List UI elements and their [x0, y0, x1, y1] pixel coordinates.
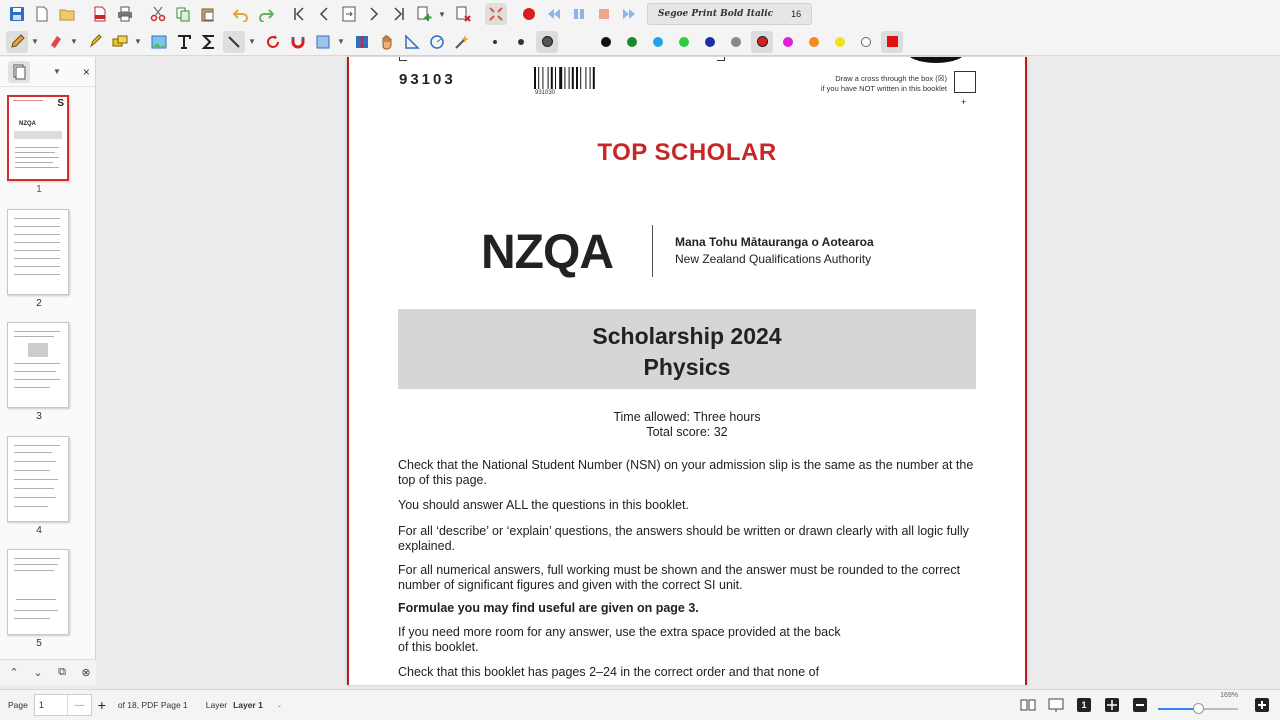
first-page-icon[interactable] [288, 3, 310, 25]
presentation-icon[interactable] [1046, 695, 1066, 715]
page-number-1: 1 [36, 184, 42, 195]
panel-dropdown-icon[interactable]: ▼ [53, 67, 61, 76]
magic-wand-icon[interactable] [451, 31, 473, 53]
add-page-dropdown-icon[interactable]: ▼ [438, 9, 446, 19]
redo-icon[interactable] [255, 3, 277, 25]
line-tool-icon[interactable] [223, 31, 245, 53]
fit-page-icon[interactable] [485, 3, 507, 25]
standard-code: 93103 [399, 71, 456, 88]
zoom-level: 169% [1220, 692, 1238, 699]
font-size: 16 [791, 9, 802, 19]
magnet-icon[interactable] [287, 31, 309, 53]
page-number-input[interactable] [34, 694, 92, 716]
page-number-4: 4 [36, 525, 42, 536]
cross-note-line1: Draw a cross through the box (☒) [835, 74, 947, 83]
pause-icon[interactable] [568, 3, 590, 25]
image-icon[interactable] [148, 31, 170, 53]
two-page-view-icon[interactable] [1018, 695, 1038, 715]
page-thumbnail-panel [0, 57, 96, 685]
cross-box [954, 71, 976, 93]
page-count: of 18, PDF Page 1 [117, 700, 188, 710]
page-thumbnail-1[interactable] [7, 95, 69, 181]
pen-dropdown-icon[interactable]: ▼ [31, 37, 39, 46]
color-orange-icon[interactable] [803, 31, 825, 53]
font-selector[interactable] [647, 3, 812, 25]
eraser-icon[interactable] [45, 31, 67, 53]
maori-org-name: Mana Tohu Mātauranga o Aotearoa [675, 235, 874, 249]
zoom-out-icon[interactable] [1130, 695, 1150, 715]
shapes-dropdown-icon[interactable]: ▼ [134, 37, 142, 46]
instruction-numerical: For all numerical answers, full working must be shown and the answer must be rounded to the correct number of significant figures and given with the correct SI unit. [398, 563, 961, 592]
fill-icon[interactable] [562, 31, 584, 53]
copy-icon[interactable] [172, 3, 194, 25]
add-page-icon[interactable] [413, 3, 435, 25]
page-thumbnail-4[interactable] [7, 436, 69, 522]
panel-header [0, 57, 95, 87]
color-light-green-icon[interactable] [673, 31, 695, 53]
time-block [349, 410, 1025, 440]
move-up-icon[interactable]: ⌃ [9, 667, 19, 679]
color-light-blue-icon[interactable] [647, 31, 669, 53]
text-icon[interactable] [173, 31, 195, 53]
logo-divider [652, 225, 653, 277]
layer-dropdown-icon[interactable]: ⌄ [276, 702, 282, 709]
eraser-dropdown-icon[interactable]: ▼ [70, 37, 78, 46]
record-icon[interactable] [518, 3, 540, 25]
rewind-icon[interactable] [543, 3, 565, 25]
highlighter-icon[interactable] [84, 31, 106, 53]
layer-select[interactable]: Layer 1 [233, 700, 263, 710]
save-icon[interactable] [6, 3, 28, 25]
zoom-fit-icon[interactable] [1102, 695, 1122, 715]
shapes-icon[interactable] [109, 31, 131, 53]
select-rect-icon[interactable] [312, 31, 334, 53]
total-score: Total score: 32 [646, 425, 728, 439]
color-green-icon[interactable] [621, 31, 643, 53]
pages-panel-icon[interactable] [8, 61, 30, 83]
color-yellow-icon[interactable] [829, 31, 851, 53]
zoom-100-label: 1 [1077, 698, 1091, 712]
instruction-check-pages: Check that this booklet has pages 2–24 in the correct order and that none of [398, 665, 820, 679]
top-scholar-heading: TOP SCHOLAR [597, 139, 777, 166]
nzqa-logo-text: NZQA [481, 226, 613, 279]
cross-note [789, 74, 947, 94]
barcode [534, 67, 614, 89]
delete-page-icon[interactable] [452, 3, 474, 25]
ruler-icon[interactable] [401, 31, 423, 53]
color-blue-icon[interactable] [699, 31, 721, 53]
instruction-describe: For all ‘describe’ or ‘explain’ questions, the answers should be written or drawn clearly with all logic fully explained. [398, 524, 969, 553]
english-org-name: New Zealand Qualifications Authority [675, 252, 872, 266]
move-down-icon[interactable]: ⌄ [33, 667, 43, 679]
zoom-knob[interactable] [1193, 703, 1204, 714]
print-icon[interactable] [114, 3, 136, 25]
size-small-icon[interactable] [484, 31, 506, 53]
fast-forward-icon[interactable] [618, 3, 640, 25]
duplicate-icon[interactable]: ⧉ [58, 666, 66, 678]
time-allowed: Time allowed: Three hours [613, 410, 761, 424]
zoom-fill [1158, 708, 1198, 710]
page-thumbnail-2[interactable] [7, 209, 69, 295]
close-panel-button[interactable]: × [82, 64, 90, 79]
pen-icon[interactable] [6, 31, 28, 53]
cut-icon[interactable] [147, 3, 169, 25]
color-black-icon[interactable] [595, 31, 617, 53]
zoom-100-button[interactable] [1074, 695, 1094, 715]
nzqa-logo [481, 225, 641, 285]
exam-subject: Physics [643, 354, 731, 380]
barcode-number: 931030 [535, 90, 556, 96]
page-number-value: 1 [38, 700, 44, 710]
page-thumbnail-3[interactable] [7, 322, 69, 408]
main-toolbar [0, 0, 1280, 28]
color-white-icon[interactable] [855, 31, 877, 53]
undo-icon[interactable] [230, 3, 252, 25]
page-number-2: 2 [36, 298, 42, 309]
page-number-5: 5 [36, 638, 42, 649]
goto-page-icon[interactable] [338, 3, 360, 25]
last-page-icon[interactable] [388, 3, 410, 25]
document-page [347, 57, 1027, 685]
select-dropdown-icon[interactable]: ▼ [337, 37, 345, 46]
instruction-answer-all: You should answer ALL the questions in this booklet. [398, 498, 689, 512]
exam-title: Scholarship 2024 [592, 323, 782, 349]
page-number-3: 3 [36, 411, 42, 422]
thumb-logo: NZQA [19, 121, 36, 127]
new-document-icon[interactable] [31, 3, 53, 25]
line-dropdown-icon[interactable]: ▼ [248, 37, 256, 46]
paste-icon[interactable] [197, 3, 219, 25]
hand-icon[interactable] [376, 31, 398, 53]
formula-icon[interactable] [198, 31, 220, 53]
page-spinner[interactable]: — [67, 695, 91, 715]
delete-icon[interactable]: ⊗ [81, 667, 91, 679]
panel-footer [0, 659, 96, 685]
color-gray-icon[interactable] [725, 31, 747, 53]
instruction-formulae: Formulae you may find useful are given on page 3. [398, 601, 699, 615]
color-red-icon[interactable] [751, 31, 773, 53]
page-label: Page [8, 700, 28, 710]
insert-space-icon[interactable] [351, 31, 373, 53]
registration-mark: + [961, 97, 967, 107]
rotate-icon[interactable] [262, 31, 284, 53]
instruction-extra-space: If you need more room for any answer, use the extra space provided at the back of this booklet. [398, 625, 841, 654]
size-large-icon[interactable] [536, 31, 558, 53]
thumb-letter: S [57, 98, 64, 109]
next-page-icon[interactable] [363, 3, 385, 25]
page-thumbnail-5[interactable] [7, 549, 69, 635]
color-magenta-icon[interactable] [777, 31, 799, 53]
zoom-in-icon[interactable] [1252, 695, 1272, 715]
zoom-slider[interactable] [1158, 692, 1238, 715]
annotation-toolbar [0, 28, 1280, 56]
previous-page-icon[interactable] [313, 3, 335, 25]
instruction-nsn: Check that the National Student Number (NSN) on your admission slip is the same as the number at the top of this page. [398, 458, 974, 487]
page-increment-icon[interactable]: + [97, 697, 106, 713]
title-box [398, 309, 976, 389]
size-medium-icon[interactable] [510, 31, 532, 53]
layer-label: Layer [205, 700, 228, 710]
font-name: Segoe Print Bold Italic [658, 9, 774, 19]
status-bar [0, 689, 1280, 720]
export-pdf-icon[interactable] [89, 3, 111, 25]
cross-note-line2: if you have NOT written in this booklet [820, 84, 947, 93]
open-folder-icon[interactable] [56, 3, 78, 25]
custom-color-icon[interactable] [881, 31, 903, 53]
compass-icon[interactable] [426, 31, 448, 53]
stop-icon[interactable] [593, 3, 615, 25]
